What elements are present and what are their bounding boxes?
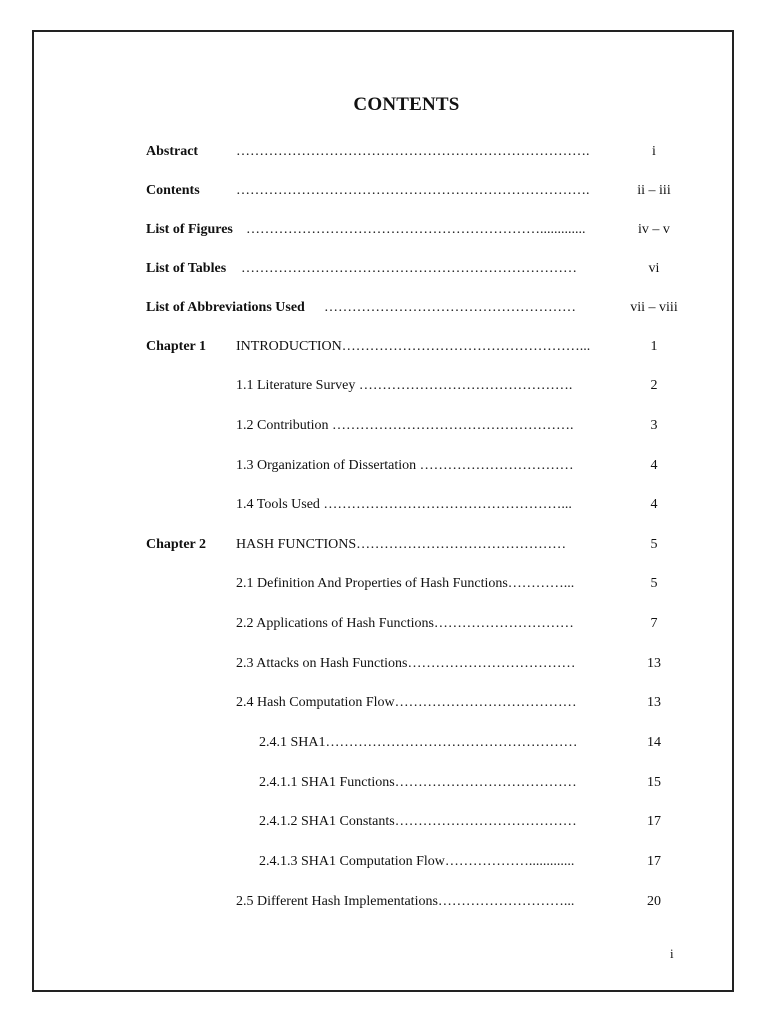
section-text: 2.1 Definition And Properties of Hash Functions…………...: [236, 576, 575, 591]
toc-leader: ……………………………………………………….............: [246, 222, 586, 237]
section-text: 1.1 Literature Survey ……………………………………….: [236, 378, 573, 393]
toc-subsection: [0, 852, 768, 872]
toc-page-number: 20: [647, 894, 661, 909]
contents-title: CONTENTS: [353, 94, 460, 115]
toc-page-number: i: [652, 144, 656, 159]
toc-leader: ………………………………………………………………….: [236, 183, 590, 198]
toc-page-number: 2: [650, 378, 658, 393]
toc-page-number: 17: [647, 814, 661, 829]
toc-section: [0, 574, 768, 594]
toc-leader: ………………………………………………………………: [241, 261, 577, 276]
toc-label: Contents: [146, 183, 200, 198]
toc-chapter-1: [0, 337, 768, 357]
toc-entry-list-of-figures: [0, 220, 768, 240]
section-text: 2.4.1.3 SHA1 Computation Flow……………….............: [259, 854, 575, 869]
toc-page-number: iv – v: [638, 222, 670, 237]
toc-section: [0, 892, 768, 912]
toc-entry-list-of-abbreviations: [0, 298, 768, 318]
toc-page-number: 14: [647, 735, 661, 750]
toc-page-number: 15: [647, 775, 661, 790]
toc-section: [0, 456, 768, 476]
toc-entry-abstract: [0, 142, 768, 162]
toc-page-number: vi: [648, 261, 660, 276]
toc-section: [0, 614, 768, 634]
toc-section: [0, 693, 768, 713]
section-text: 2.4 Hash Computation Flow…………………………………: [236, 695, 577, 710]
toc-page-number: ii – iii: [637, 183, 671, 198]
toc-section: [0, 495, 768, 515]
toc-page-number: 17: [647, 854, 661, 869]
toc-section: [0, 654, 768, 674]
section-text: 1.3 Organization of Dissertation ……………………………: [236, 458, 574, 473]
toc-page-number: 4: [650, 497, 658, 512]
toc-page-number: 1: [650, 339, 658, 354]
chapter-heading: INTRODUCTION……………………………………………...: [236, 339, 591, 354]
section-text: 2.4.1.2 SHA1 Constants…………………………………: [259, 814, 577, 829]
toc-chapter-2: [0, 535, 768, 555]
toc-subsection: [0, 812, 768, 832]
section-text: 2.3 Attacks on Hash Functions………………………………: [236, 656, 576, 671]
toc-entry-list-of-tables: [0, 259, 768, 279]
section-text: 1.4 Tools Used ……………………………………………...: [236, 497, 572, 512]
section-text: 2.2 Applications of Hash Functions…………………………: [236, 616, 574, 631]
section-text: 2.4.1.1 SHA1 Functions…………………………………: [259, 775, 577, 790]
toc-section: [0, 376, 768, 396]
toc-leader: ………………………………………………………………….: [236, 144, 590, 159]
toc-subsection: [0, 773, 768, 793]
toc-page-number: 5: [650, 576, 658, 591]
section-text: 2.5 Different Hash Implementations………………………...: [236, 894, 575, 909]
chapter-label: Chapter 1: [146, 339, 207, 354]
toc-page-number: 7: [650, 616, 658, 631]
toc-page-number: 13: [647, 695, 661, 710]
toc-label: List of Figures: [146, 222, 233, 237]
toc-page-number: 5: [650, 537, 658, 552]
footer-page-number: i: [670, 946, 674, 961]
toc-page-number: vii – viii: [630, 300, 678, 315]
toc-page-number: 3: [650, 418, 658, 433]
toc-label: List of Tables: [146, 261, 227, 276]
toc-page-number: 4: [650, 458, 658, 473]
toc-label: List of Abbreviations Used: [146, 300, 305, 315]
chapter-heading: HASH FUNCTIONS………………………………………: [236, 537, 567, 552]
toc-leader: ………………………………………………: [324, 300, 576, 315]
toc-label: Abstract: [146, 144, 199, 159]
toc-section: [0, 416, 768, 436]
toc-entry-contents: [0, 181, 768, 201]
section-text: 1.2 Contribution …………………………………………….: [236, 418, 574, 433]
section-text: 2.4.1 SHA1………………………………………………: [259, 735, 578, 750]
toc-subsection: [0, 733, 768, 753]
toc-page-number: 13: [647, 656, 661, 671]
chapter-label: Chapter 2: [146, 537, 207, 552]
